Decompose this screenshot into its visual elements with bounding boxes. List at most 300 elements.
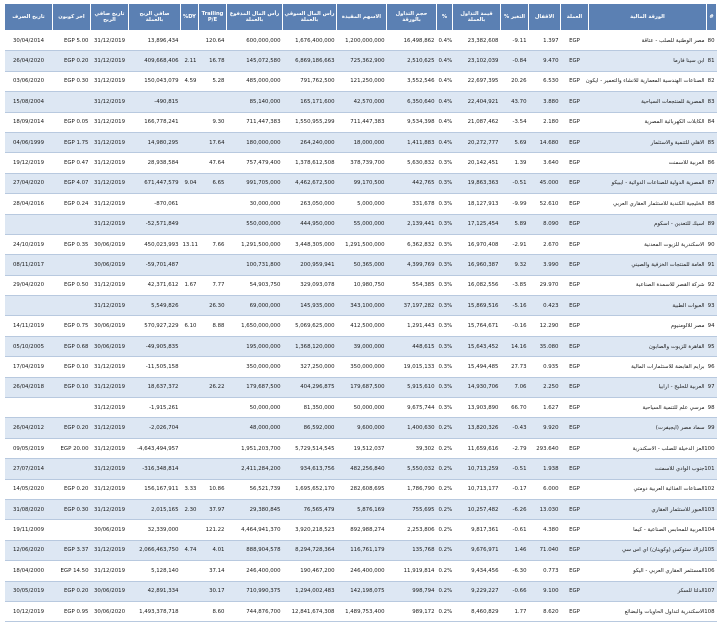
- ex-date: 19/11/2009: [5, 520, 53, 540]
- change-percent: 14.16: [501, 336, 529, 356]
- ex-date: 29/04/2020: [5, 275, 53, 295]
- market-cap: 200,959,941: [283, 255, 337, 275]
- ex-date: [5, 398, 53, 418]
- change-percent: -0.66: [501, 581, 529, 601]
- change-percent: -0.43: [501, 418, 529, 438]
- col-close-header[interactable]: الاقفال: [529, 4, 561, 31]
- close-price: 3.640: [529, 153, 561, 173]
- col-ex-date-header[interactable]: تاريخ الصرف: [5, 4, 53, 31]
- security-name: الاهلي للتنمية والاستثمار: [589, 132, 707, 152]
- paid-capital: 29,380,845: [227, 499, 283, 519]
- net-profit-date: 31/12/2019: [91, 214, 129, 234]
- row-index: 105: [707, 540, 717, 560]
- row-index: 88: [707, 194, 717, 214]
- net-profit-date: 31/12/2019: [91, 438, 129, 458]
- close-price: 9.470: [529, 51, 561, 71]
- net-profit-date: 31/12/2019: [91, 194, 129, 214]
- trailing-pe: 10.86: [199, 479, 227, 499]
- paid-capital: 711,447,383: [227, 112, 283, 132]
- currency-cell: EGP: [561, 194, 589, 214]
- paid-capital: 30,000,000: [227, 194, 283, 214]
- table-row[interactable]: [5, 357, 717, 377]
- last-coupon: EGP 0.20: [53, 418, 91, 438]
- net-profit: 450,023,993: [129, 234, 181, 254]
- traded-percent: 0.2%: [437, 418, 453, 438]
- last-coupon: EGP 0.30: [53, 499, 91, 519]
- traded-volume: 1,400,630: [387, 418, 437, 438]
- table-row[interactable]: [5, 31, 717, 51]
- dividend-yield: [181, 92, 199, 112]
- close-price: 71.040: [529, 540, 561, 560]
- net-profit-date: 30/06/2019: [91, 316, 129, 336]
- net-profit: 150,043,079: [129, 71, 181, 91]
- currency-cell: EGP: [561, 316, 589, 336]
- security-name: برايم القابضة للاستثمارات المالية: [589, 357, 707, 377]
- close-price: 6.000: [529, 479, 561, 499]
- row-index: 87: [707, 173, 717, 193]
- net-profit: -49,905,835: [129, 336, 181, 356]
- trailing-pe: 120.64: [199, 31, 227, 51]
- last-coupon: [53, 214, 91, 234]
- currency-cell: EGP: [561, 153, 589, 173]
- last-coupon: EGP 0.35: [53, 234, 91, 254]
- change-percent: -2.79: [501, 438, 529, 458]
- market-cap: 6,869,186,663: [283, 51, 337, 71]
- paid-capital: 1,650,000,000: [227, 316, 283, 336]
- ex-date: 09/05/2019: [5, 438, 53, 458]
- change-percent: -6.26: [501, 499, 529, 519]
- security-name: الاسكندرية لتداول الحاويات والبضائع: [589, 601, 707, 621]
- traded-volume: 1,411,883: [387, 132, 437, 152]
- table-body: [5, 31, 717, 622]
- traded-percent: 0.3%: [437, 214, 453, 234]
- currency-cell: EGP: [561, 336, 589, 356]
- col-currency-header[interactable]: العملة: [561, 4, 589, 31]
- security-name: العامة للمنتجات الخزفية والصيني: [589, 255, 707, 275]
- ex-date: [5, 214, 53, 234]
- listed-shares: 482,256,840: [337, 459, 387, 479]
- ex-date: 26/04/2020: [5, 51, 53, 71]
- table-row[interactable]: [5, 336, 717, 356]
- row-index: 93: [707, 296, 717, 316]
- trailing-pe: 8.88: [199, 316, 227, 336]
- net-profit-date: 31/12/2019: [91, 112, 129, 132]
- row-index: 100: [707, 438, 717, 458]
- ex-date: 12/06/2020: [5, 540, 53, 560]
- currency-cell: EGP: [561, 601, 589, 621]
- traded-percent: 0.4%: [437, 51, 453, 71]
- market-cap: 1,676,400,000: [283, 31, 337, 51]
- traded-percent: 0.3%: [437, 275, 453, 295]
- last-coupon: EGP 0.20: [53, 51, 91, 71]
- traded-volume: 5,630,832: [387, 153, 437, 173]
- net-profit: 2,015,165: [129, 499, 181, 519]
- ex-date: 31/08/2020: [5, 499, 53, 519]
- net-profit: 156,167,911: [129, 479, 181, 499]
- traded-volume: 11,919,814: [387, 561, 437, 581]
- last-coupon: EGP 4.07: [53, 173, 91, 193]
- listed-shares: 116,761,179: [337, 540, 387, 560]
- paid-capital: 85,140,000: [227, 92, 283, 112]
- close-price: 3.880: [529, 92, 561, 112]
- paid-capital: 180,000,000: [227, 132, 283, 152]
- net-profit-date: 30/06/2019: [91, 581, 129, 601]
- currency-cell: EGP: [561, 132, 589, 152]
- last-coupon: EGP 0.20: [53, 581, 91, 601]
- col-change-header[interactable]: التغير %: [501, 4, 529, 31]
- security-name: العربية للاسمنت: [589, 153, 707, 173]
- currency-cell: EGP: [561, 581, 589, 601]
- row-index: 106: [707, 561, 717, 581]
- security-name: القاهرة للزيوت والصابون: [589, 336, 707, 356]
- table-row[interactable]: [5, 540, 717, 560]
- currency-cell: EGP: [561, 377, 589, 397]
- table-row[interactable]: [5, 214, 717, 234]
- currency-cell: EGP: [561, 173, 589, 193]
- col-dy-header[interactable]: DY%: [181, 4, 199, 31]
- listed-shares: 343,100,000: [337, 296, 387, 316]
- trailing-pe: [199, 194, 227, 214]
- trailing-pe: [199, 398, 227, 418]
- dividend-yield: 9.04: [181, 173, 199, 193]
- traded-value: 23,102,039: [453, 51, 501, 71]
- currency-cell: EGP: [561, 540, 589, 560]
- last-coupon: EGP 0.47: [53, 153, 91, 173]
- net-profit: 14,980,295: [129, 132, 181, 152]
- dividend-yield: 13.11: [181, 234, 199, 254]
- traded-percent: 0.4%: [437, 132, 453, 152]
- row-index: 104: [707, 520, 717, 540]
- traded-volume: 1,786,790: [387, 479, 437, 499]
- stocks-table: [4, 3, 717, 622]
- ex-date: 15/08/2004: [5, 92, 53, 112]
- ex-date: 14/05/2020: [5, 479, 53, 499]
- ex-date: 18/09/2014: [5, 112, 53, 132]
- listed-shares: 1,489,753,400: [337, 601, 387, 621]
- table-row[interactable]: [5, 499, 717, 519]
- ex-date: 27/04/2020: [5, 173, 53, 193]
- net-profit: 570,927,229: [129, 316, 181, 336]
- security-name: المصرية الدولية للصناعات الدوائية - ايبيكو: [589, 173, 707, 193]
- trailing-pe: 6.65: [199, 173, 227, 193]
- col-market-cap-header[interactable]: رأس المال السوقي بالعملة: [283, 4, 337, 31]
- net-profit: 5,549,826: [129, 296, 181, 316]
- table-row[interactable]: [5, 520, 717, 540]
- table-row[interactable]: [5, 275, 717, 295]
- net-profit: 5,128,140: [129, 561, 181, 581]
- security-name: اسيك للتعدين - اسكوم: [589, 214, 707, 234]
- change-percent: -0.16: [501, 316, 529, 336]
- net-profit: 42,891,334: [129, 581, 181, 601]
- col-percent-header[interactable]: %: [437, 4, 453, 31]
- net-profit-date: 31/12/2019: [91, 132, 129, 152]
- listed-shares: 711,447,383: [337, 112, 387, 132]
- listed-shares: 18,000,000: [337, 132, 387, 152]
- net-profit-date: 31/12/2019: [91, 561, 129, 581]
- paid-capital: 195,000,000: [227, 336, 283, 356]
- security-name: الصناعات الهندسية المعمارية للانشاء والتعمير - ايكون: [589, 71, 707, 91]
- market-cap: 8,294,728,364: [283, 540, 337, 560]
- table-row[interactable]: [5, 132, 717, 152]
- paid-capital: 50,000,000: [227, 398, 283, 418]
- traded-value: 13,820,326: [453, 418, 501, 438]
- listed-shares: 1,291,500,000: [337, 234, 387, 254]
- close-price: 293.640: [529, 438, 561, 458]
- traded-percent: 0.3%: [437, 234, 453, 254]
- traded-volume: 6,350,640: [387, 92, 437, 112]
- paid-capital: 1,951,203,700: [227, 438, 283, 458]
- row-index: 97: [707, 377, 717, 397]
- traded-volume: 5,915,610: [387, 377, 437, 397]
- table-row[interactable]: [5, 194, 717, 214]
- market-cap: 404,296,875: [283, 377, 337, 397]
- traded-value: 13,903,890: [453, 398, 501, 418]
- table-row[interactable]: [5, 51, 717, 71]
- traded-percent: 0.3%: [437, 357, 453, 377]
- last-coupon: EGP 5.00: [53, 31, 91, 51]
- net-profit-date: 31/12/2019: [91, 296, 129, 316]
- paid-capital: 600,000,000: [227, 31, 283, 51]
- table-row[interactable]: [5, 581, 717, 601]
- last-coupon: [53, 398, 91, 418]
- close-price: 2.670: [529, 234, 561, 254]
- dividend-yield: 4.59: [181, 71, 199, 91]
- trailing-pe: 37.97: [199, 499, 227, 519]
- change-percent: -0.84: [501, 51, 529, 71]
- col-volume-header[interactable]: حجم التداول بالورقة: [387, 4, 437, 31]
- table-row[interactable]: [5, 153, 717, 173]
- row-index: 103: [707, 499, 717, 519]
- traded-percent: 0.3%: [437, 194, 453, 214]
- ex-date: 30/05/2019: [5, 581, 53, 601]
- listed-shares: 5,876,169: [337, 499, 387, 519]
- market-cap: 145,935,000: [283, 296, 337, 316]
- net-profit: -52,571,849: [129, 214, 181, 234]
- table-row[interactable]: [5, 71, 717, 91]
- net-profit-date: 30/06/2020: [91, 601, 129, 621]
- table-row[interactable]: [5, 561, 717, 581]
- dividend-yield: [181, 459, 199, 479]
- net-profit-date: 31/12/2019: [91, 71, 129, 91]
- col-security-header[interactable]: الورقة المالية: [589, 4, 707, 31]
- trailing-pe: [199, 255, 227, 275]
- security-name: الكابلات الكهربائية المصرية: [589, 112, 707, 132]
- market-cap: 1,550,955,299: [283, 112, 337, 132]
- table-row[interactable]: [5, 459, 717, 479]
- dividend-yield: [181, 601, 199, 621]
- traded-value: 19,863,363: [453, 173, 501, 193]
- net-profit-date: 31/12/2019: [91, 377, 129, 397]
- security-name: العبوات الطبية: [589, 296, 707, 316]
- paid-capital: 179,687,500: [227, 377, 283, 397]
- last-coupon: EGP 0.20: [53, 479, 91, 499]
- traded-percent: 0.2%: [437, 438, 453, 458]
- net-profit-date: 31/12/2019: [91, 459, 129, 479]
- net-profit-date: 31/12/2019: [91, 92, 129, 112]
- change-percent: -0.61: [501, 520, 529, 540]
- market-cap: 791,762,500: [283, 71, 337, 91]
- traded-percent: 0.2%: [437, 499, 453, 519]
- security-name: المستثمر العقاري العربي - اليكو: [589, 561, 707, 581]
- traded-value: 10,713,177: [453, 479, 501, 499]
- net-profit: 42,371,612: [129, 275, 181, 295]
- listed-shares: 412,500,000: [337, 316, 387, 336]
- close-price: 9.920: [529, 418, 561, 438]
- col-net-profit-date-header[interactable]: تاريخ صافي الربح: [91, 4, 129, 31]
- currency-cell: EGP: [561, 418, 589, 438]
- currency-cell: EGP: [561, 398, 589, 418]
- row-index: 92: [707, 275, 717, 295]
- table-row[interactable]: [5, 92, 717, 112]
- close-price: 52.610: [529, 194, 561, 214]
- net-profit: 2,066,463,750: [129, 540, 181, 560]
- table-row[interactable]: [5, 418, 717, 438]
- last-coupon: EGP 0.05: [53, 112, 91, 132]
- dividend-yield: 2.30: [181, 499, 199, 519]
- dividend-yield: [181, 520, 199, 540]
- traded-value: 21,087,462: [453, 112, 501, 132]
- table-row[interactable]: [5, 173, 717, 193]
- currency-cell: EGP: [561, 479, 589, 499]
- traded-value: 16,082,556: [453, 275, 501, 295]
- traded-value: 18,127,913: [453, 194, 501, 214]
- table-row[interactable]: [5, 255, 717, 275]
- col-net-profit-header[interactable]: صافي الربح بالعملة: [129, 4, 181, 31]
- trailing-pe: [199, 459, 227, 479]
- currency-cell: EGP: [561, 561, 589, 581]
- market-cap: 1,294,002,483: [283, 581, 337, 601]
- paid-capital: 56,521,739: [227, 479, 283, 499]
- trailing-pe: 8.60: [199, 601, 227, 621]
- currency-cell: EGP: [561, 438, 589, 458]
- close-price: 2.250: [529, 377, 561, 397]
- close-price: 0.423: [529, 296, 561, 316]
- traded-volume: 998,794: [387, 581, 437, 601]
- security-name: مصر الوطنية للصلب - عتاقة: [589, 31, 707, 51]
- listed-shares: 55,000,000: [337, 214, 387, 234]
- col-traded-value-header[interactable]: قيمة التداول بالعملة: [453, 4, 501, 31]
- change-percent: 20.26: [501, 71, 529, 91]
- traded-volume: 9,675,744: [387, 398, 437, 418]
- listed-shares: 725,362,900: [337, 51, 387, 71]
- table-row[interactable]: [5, 234, 717, 254]
- traded-volume: 1,291,443: [387, 316, 437, 336]
- last-coupon: EGP 0.10: [53, 357, 91, 377]
- net-profit: -870,061: [129, 194, 181, 214]
- market-cap: 1,695,652,170: [283, 479, 337, 499]
- table-row[interactable]: [5, 398, 717, 418]
- row-index: 80: [707, 31, 717, 51]
- table-row[interactable]: [5, 296, 717, 316]
- traded-value: 20,272,777: [453, 132, 501, 152]
- row-index: 107: [707, 581, 717, 601]
- dividend-yield: 6.10: [181, 316, 199, 336]
- paid-capital: 2,411,284,200: [227, 459, 283, 479]
- net-profit-date: 31/12/2019: [91, 153, 129, 173]
- last-coupon: EGP 14.50: [53, 561, 91, 581]
- traded-percent: 0.2%: [437, 479, 453, 499]
- traded-percent: 0.3%: [437, 296, 453, 316]
- last-coupon: EGP 0.75: [53, 316, 91, 336]
- currency-cell: EGP: [561, 275, 589, 295]
- listed-shares: 142,198,075: [337, 581, 387, 601]
- col-listed-shares-header[interactable]: الاسهم المقيدة: [337, 4, 387, 31]
- listed-shares: 9,600,000: [337, 418, 387, 438]
- traded-percent: 0.4%: [437, 71, 453, 91]
- dividend-yield: [181, 214, 199, 234]
- dividend-yield: [181, 296, 199, 316]
- trailing-pe: [199, 92, 227, 112]
- change-percent: -0.51: [501, 173, 529, 193]
- col-last-coupon-header[interactable]: اخر كوبون: [53, 4, 91, 31]
- net-profit: -4,643,494,957: [129, 438, 181, 458]
- traded-value: 9,817,361: [453, 520, 501, 540]
- net-profit: 28,938,584: [129, 153, 181, 173]
- col-pe-header[interactable]: Trailing P/E: [199, 4, 227, 31]
- change-percent: -5.16: [501, 296, 529, 316]
- ex-date: 30/04/2014: [5, 31, 53, 51]
- traded-volume: 37,197,282: [387, 296, 437, 316]
- row-index: 101: [707, 459, 717, 479]
- dividend-yield: [181, 112, 199, 132]
- row-index: 89: [707, 214, 717, 234]
- market-cap: 934,613,756: [283, 459, 337, 479]
- traded-percent: 0.2%: [437, 540, 453, 560]
- ex-date: 17/04/2019: [5, 357, 53, 377]
- traded-volume: 19,015,133: [387, 357, 437, 377]
- close-price: 8.090: [529, 214, 561, 234]
- table-row[interactable]: [5, 377, 717, 397]
- net-profit: -11,505,158: [129, 357, 181, 377]
- net-profit: 671,447,579: [129, 173, 181, 193]
- table-row[interactable]: [5, 601, 717, 621]
- trailing-pe: [199, 336, 227, 356]
- net-profit-date: 31/12/2019: [91, 357, 129, 377]
- net-profit: 13,896,434: [129, 31, 181, 51]
- close-price: 2.180: [529, 112, 561, 132]
- traded-percent: 0.2%: [437, 459, 453, 479]
- ex-date: 26/04/2018: [5, 377, 53, 397]
- dividend-yield: 2.11: [181, 51, 199, 71]
- table-row[interactable]: [5, 438, 717, 458]
- dividend-yield: 1.67: [181, 275, 199, 295]
- table-row[interactable]: [5, 479, 717, 499]
- table-row[interactable]: [5, 316, 717, 336]
- change-percent: -0.51: [501, 459, 529, 479]
- trailing-pe: 4.01: [199, 540, 227, 560]
- table-row[interactable]: [5, 112, 717, 132]
- currency-cell: EGP: [561, 92, 589, 112]
- traded-volume: 39,302: [387, 438, 437, 458]
- change-percent: 66.70: [501, 398, 529, 418]
- net-profit-date: 31/12/2019: [91, 173, 129, 193]
- traded-value: 22,697,395: [453, 71, 501, 91]
- col-paid-capital-header[interactable]: رأس المال المدفوع بالعملة: [227, 4, 283, 31]
- change-percent: -3.85: [501, 275, 529, 295]
- dividend-yield: [181, 438, 199, 458]
- listed-shares: 246,400,000: [337, 561, 387, 581]
- change-percent: -9.99: [501, 194, 529, 214]
- col-index-header[interactable]: #: [707, 4, 717, 31]
- net-profit: -2,026,704: [129, 418, 181, 438]
- change-percent: -3.54: [501, 112, 529, 132]
- traded-percent: 0.2%: [437, 581, 453, 601]
- traded-volume: 9,534,398: [387, 112, 437, 132]
- traded-volume: 989,172: [387, 601, 437, 621]
- traded-percent: 0.3%: [437, 153, 453, 173]
- traded-volume: 448,615: [387, 336, 437, 356]
- last-coupon: [53, 255, 91, 275]
